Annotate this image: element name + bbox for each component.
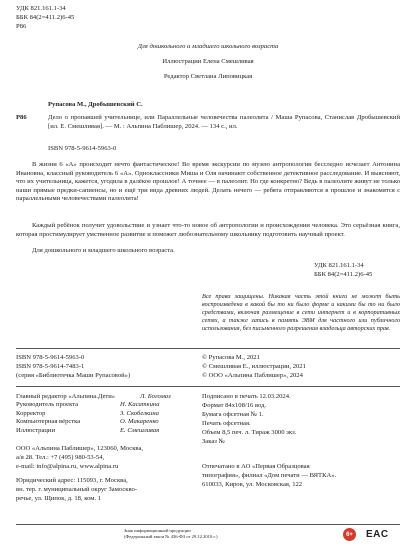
staff-row	[16, 418, 196, 426]
printer-line-3: 610033, Киров, ул. Московская, 122	[202, 481, 303, 488]
legal-address-3: речье, ул. Щипок, д. 18, ком. 1	[16, 495, 102, 502]
annotation-paragraph-1: В жизни 6 «А» происходит нечто фантастическое! Во время экскурсии по музею антропологии бесследно исчезает Антонина Ивановна, классный руководитель 6 «А». Одноклассники Миша и Оля начинают собственное детективное расследование. И выясняют, что их учительница, кажется, угодила в далёкое прошлое! А точнее — в палеолит. Но где конкретно? Ведь в палеолите живут не только наши прямые предки-сапиенсы, но и ещё три вида древних людей. Делать нечего — ребята отправляются в прошлое и знакомятся с параллельными человечествами палеолита!	[16, 161, 400, 203]
staff-label: Руководитель проекта	[16, 401, 79, 409]
illustrations-credit: Иллюстрации Елена Смешливая	[162, 58, 254, 65]
age-rating-badge: 6+	[343, 528, 356, 541]
staff-label: Компьютерная вёрстка	[16, 418, 81, 426]
info-sign-text	[124, 528, 217, 539]
annotation-paragraph-3: Для дошкольного и младшего школьного возраста.	[32, 247, 175, 254]
catalog-code: Р86	[16, 114, 27, 121]
tech-paper: Бумага офсетная № 1.	[202, 411, 264, 418]
publisher-line-2: а/я 28. Тел.: +7 (495) 980-53-54,	[16, 454, 105, 461]
staff-label: Корректор	[16, 409, 46, 417]
p-code-top: Р86	[16, 23, 27, 30]
tech-format: Формат 84х108/16 вод.	[202, 402, 267, 409]
editor-credit: Редактор Светлана Липовицкая	[163, 73, 253, 80]
printer-line-1: Отпечатано в АО «Первая Образцовая	[202, 463, 310, 470]
bbk-bottom: ББК 84(2=411.2)6-45	[314, 271, 373, 278]
publisher-line-1: ООО «Альпина Паблишер», 123060, Москва,	[16, 445, 144, 452]
tech-order: Заказ №	[202, 438, 225, 445]
audience-line: Для дошкольного и младшего школьного возраста	[137, 43, 279, 50]
staff-name: З. Скобелкина	[120, 409, 159, 417]
tech-signed: Подписано в печать 12.03.2024.	[202, 393, 291, 400]
chief-editor-name: Л. Богомаз	[140, 393, 171, 400]
divider-bottom	[16, 524, 400, 525]
catalog-record: Дело о пропавшей учительнице, или Параллельные человечества палеолита / Маша Рупасова, Станислав Дробышевский [ил. Е. Смешливая]. — М. : Альпина Паблишер, 2024. — 134 с., ил.	[48, 114, 400, 130]
isbn-record: ISBN 978-5-9614-5963-0	[48, 145, 117, 152]
bbk-top: ББК 84(2=411.2)6-45	[16, 14, 75, 21]
udk-top: УДК 821.161.1-34	[16, 5, 66, 12]
divider-middle	[16, 386, 400, 387]
staff-name: Н. Касаткина	[120, 401, 160, 409]
legal-address-2: вн. тер. г. муниципальный округ Замоскво-	[16, 486, 138, 493]
rights-notice: Все права защищены. Никакая часть этой книги не может быть воспроизведена в какой бы то ни было форме и какими бы то ни было средствами, включая размещение в сети интернет и в корпоративных сетях, а также запись в память ЭВМ для частного или публичного использования, без письменного разрешения владельца авторских прав.	[202, 293, 400, 333]
legal-address-1: Юридический адрес: 115093, г. Москва,	[16, 477, 128, 484]
isbn-1: ISBN 978-5-9614-5963-0	[16, 354, 85, 361]
divider-top	[16, 348, 400, 349]
publisher-line-3: e-mail: info@alpina.ru, www.alpina.ru	[16, 463, 119, 470]
printer-line-2: типография», филиал «Дом печати — ВЯТКА».	[202, 472, 337, 479]
copyright-3: © ООО «Альпина Паблишер», 2024	[202, 372, 303, 379]
staff-label: Главный редактор «Альпина.Дети»	[16, 393, 116, 400]
isbn-series: (серия «Библиотечка Маши Рупасовой»)	[16, 372, 131, 379]
staff-name: Е. Смешливая	[120, 426, 160, 434]
copyright-1: © Рупасова М., 2021	[202, 354, 260, 361]
eac-mark: EAC	[366, 529, 389, 540]
info-sign-line-1: Знак информационной продукции	[124, 528, 191, 533]
staff-name: О. Макаренко	[120, 418, 159, 426]
tech-volume: Объем 8,5 печ. л. Тираж 3000 экз.	[202, 429, 297, 436]
staff-label: Иллюстрации	[16, 426, 55, 434]
staff-row	[16, 401, 196, 409]
isbn-2: ISBN 978-5-9614-7483-1	[16, 363, 85, 370]
staff-row	[16, 427, 196, 435]
annotation-paragraph-2: Каждый ребёнок получит удовольствие и узнает что-то новое об антропологии и происхождении человека. Это серьёзная книга, которая простимулирует умственное развитие и поможет любознательному школьнику подготовить научный проект.	[16, 222, 400, 238]
udk-bottom: УДК 821.161.1-34	[314, 262, 364, 269]
tech-print: Печать офсетная.	[202, 420, 251, 427]
authors: Рупасова М., Дробышевский С.	[48, 101, 143, 108]
staff-row	[16, 410, 196, 418]
info-sign-line-2: (Федеральный закон № 436-ФЗ от 29.12.2010 г.)	[124, 533, 218, 539]
copyright-2: © Смешливая Е., иллюстрации, 2021	[202, 363, 306, 370]
